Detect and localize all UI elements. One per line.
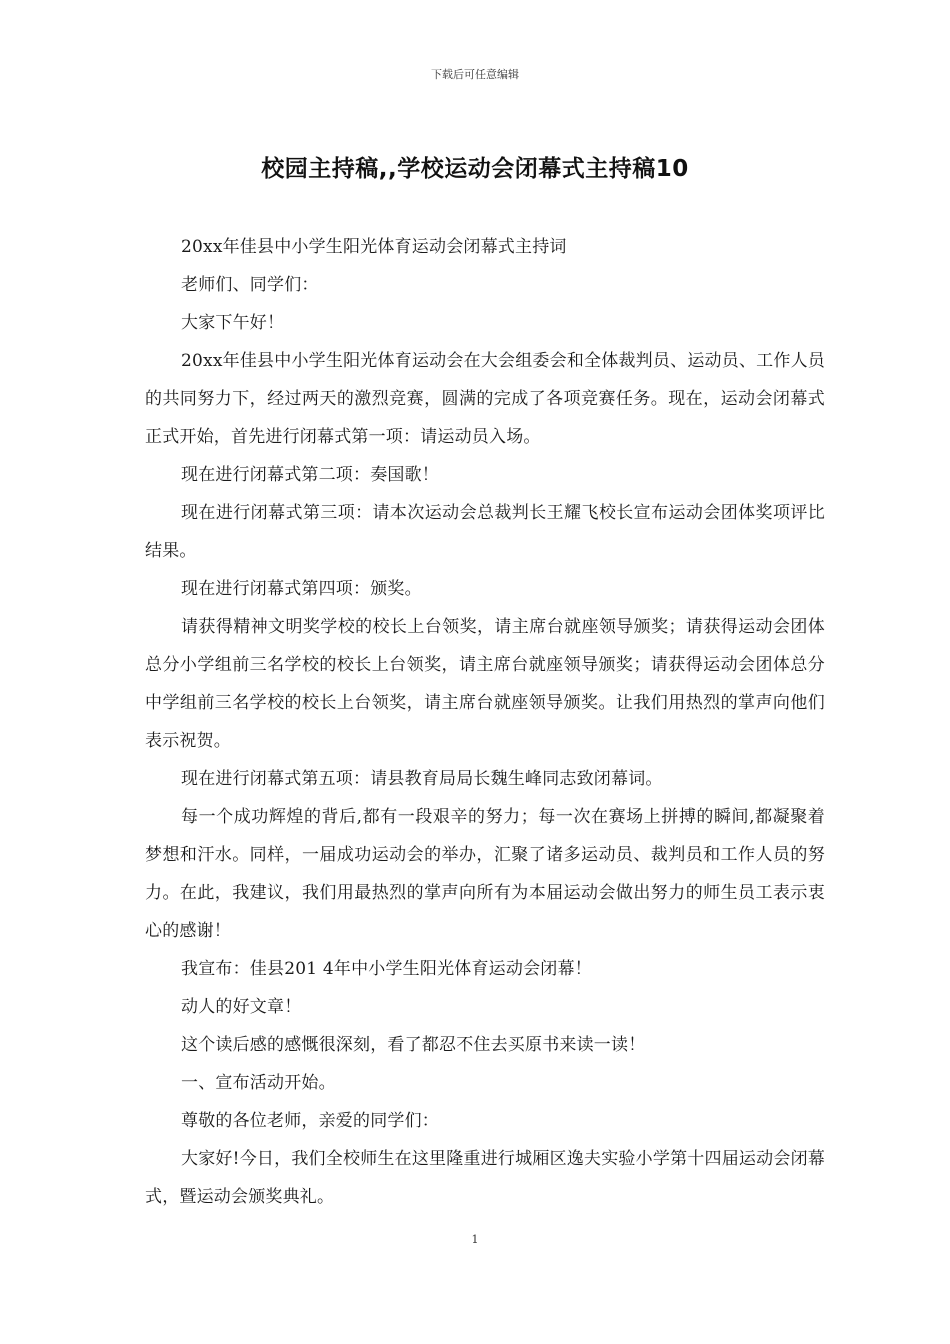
document-title: 校园主持稿,,学校运动会闭幕式主持稿10	[261, 156, 689, 182]
page-header: 下载后可任意编辑	[431, 68, 519, 81]
paragraph: 大家好!今日，我们全校师生在这里隆重进行城厢区逸夫实验小学第十四届运动会闭幕式，暨运动会颁奖典礼。	[145, 1149, 825, 1207]
paragraph: 请获得精神文明奖学校的校长上台领奖，请主席台就座领导颁奖；请获得运动会团体总分小学组前三名学校的校长上台领奖，请主席台就座领导颁奖；请获得运动会团体总分中学组前三名学校的校长上台领奖，请主席台就座领导颁奖。让我们用热烈的掌声向他们表示祝贺。	[145, 617, 825, 751]
paragraph: 动人的好文章！	[181, 997, 302, 1017]
paragraph: 一、宣布活动开始。	[181, 1073, 336, 1093]
page-number: 1	[471, 1233, 479, 1246]
paragraph: 尊敬的各位老师，亲爱的同学们：	[181, 1111, 439, 1131]
paragraph: 每一个成功辉煌的背后,都有一段艰辛的努力；每一次在赛场上拼搏的瞬间,都凝聚着梦想和汗水。同样，一届成功运动会的举办，汇聚了诸多运动员、裁判员和工作人员的努力。在此，我建议，我们用最热烈的掌声向所有为本届运动会做出努力的师生员工表示衷心的感谢！	[145, 807, 825, 941]
document-body	[145, 228, 825, 1216]
paragraph: 大家下午好！	[181, 313, 285, 333]
paragraph: 现在进行闭幕式第五项：请县教育局局长魏生峰同志致闭幕词。	[181, 769, 663, 789]
paragraph: 现在进行闭幕式第四项：颁奖。	[181, 579, 422, 599]
paragraph: 现在进行闭幕式第三项：请本次运动会总裁判长王耀飞校长宣布运动会团体奖项评比结果。	[145, 503, 825, 561]
paragraph: 我宣布：佳县201 4年中小学生阳光体育运动会闭幕！	[181, 959, 592, 979]
paragraph: 20xx年佳县中小学生阳光体育运动会在大会组委会和全体裁判员、运动员、工作人员的共同努力下，经过两天的激烈竞赛，圆满的完成了各项竞赛任务。现在，运动会闭幕式正式开始，首先进行闭幕式第一项：请运动员入场。	[145, 351, 825, 447]
paragraph: 这个读后感的感慨很深刻，看了都忍不住去买原书来读一读！	[181, 1035, 646, 1055]
paragraph: 老师们、同学们：	[181, 275, 319, 295]
paragraph: 现在进行闭幕式第二项：奏国歌！	[181, 465, 439, 485]
paragraph: 20xx年佳县中小学生阳光体育运动会闭幕式主持词	[181, 237, 567, 257]
